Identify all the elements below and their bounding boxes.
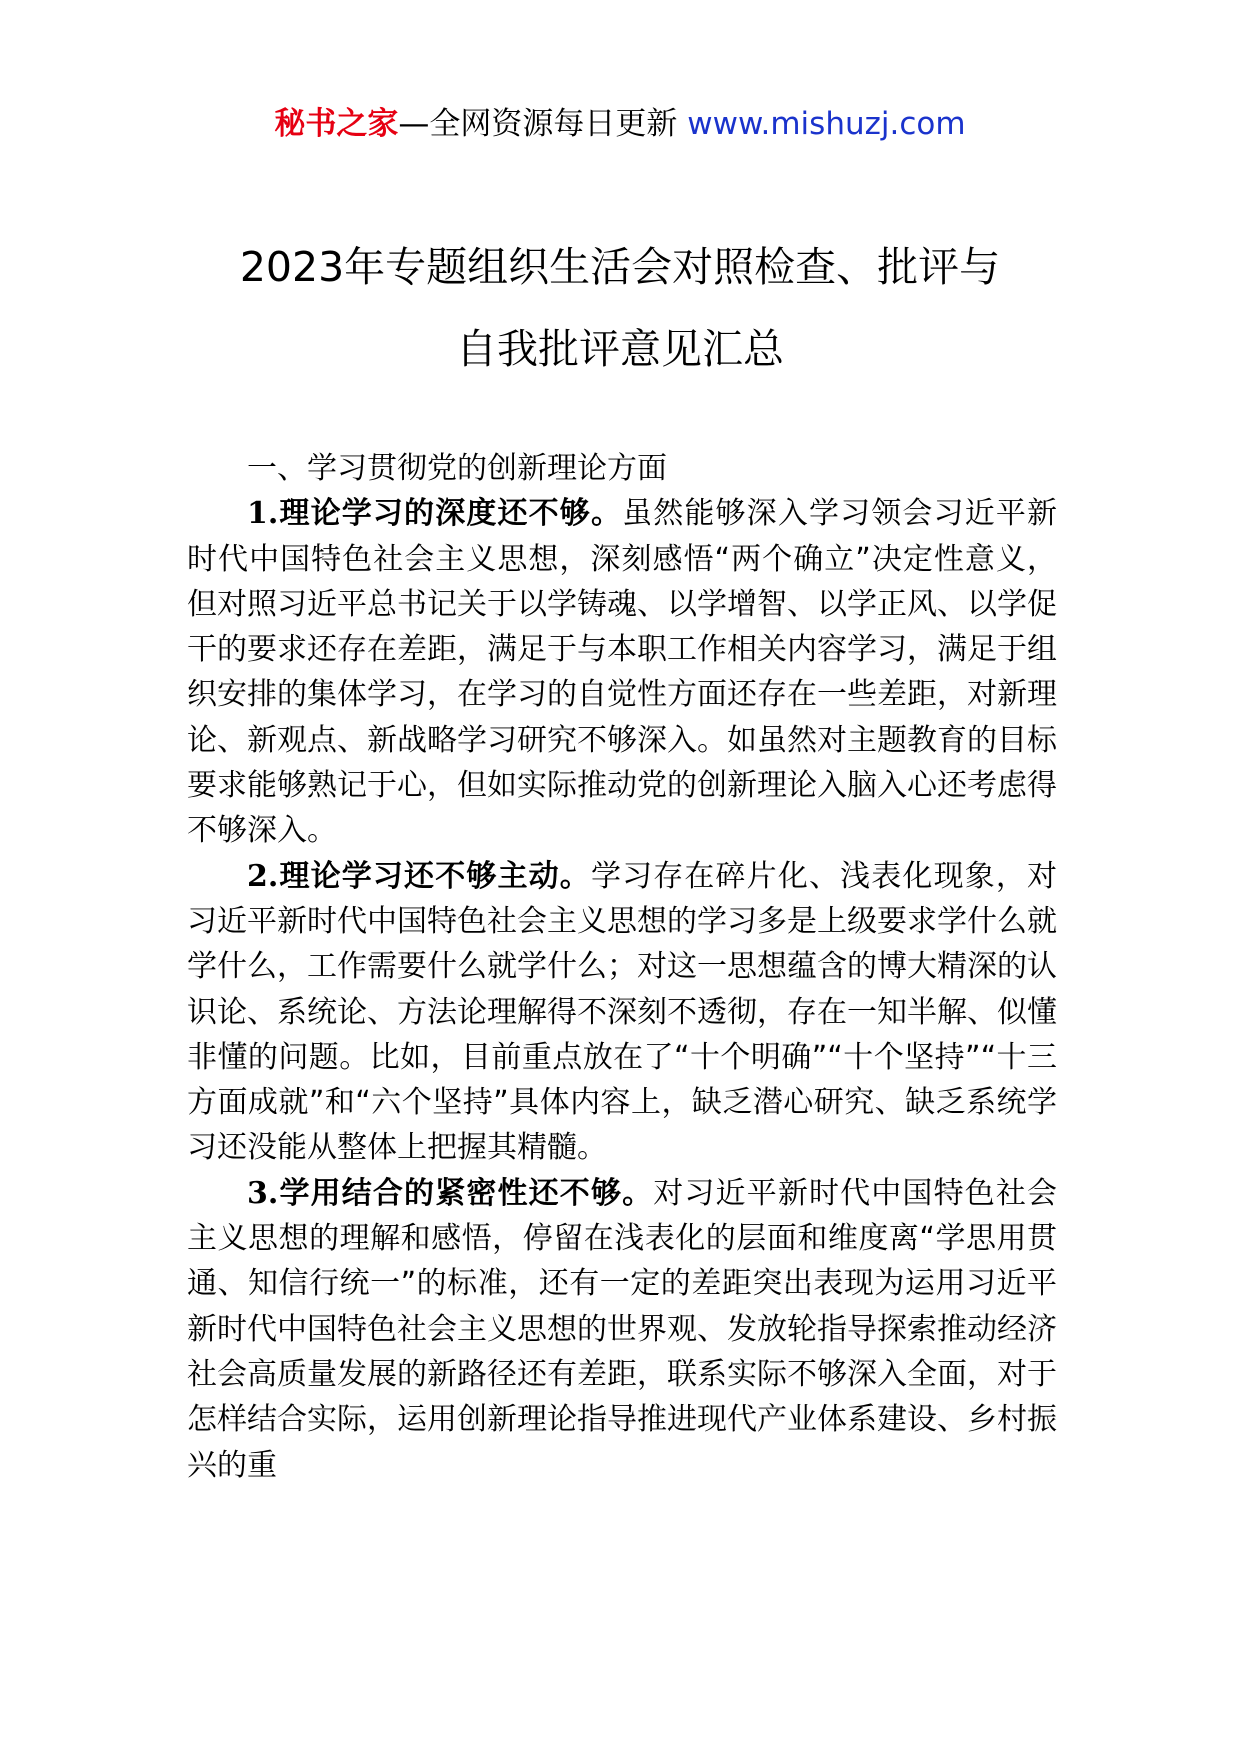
paragraph-2-number: 2. bbox=[247, 858, 279, 894]
brand-name: 秘书之家 bbox=[274, 106, 399, 142]
paragraph-2 bbox=[187, 854, 1057, 1171]
paragraph-2-lead-text: 理论学习还不够主动。 bbox=[278, 858, 591, 894]
header-slogan: —全网资源每日更新 bbox=[398, 106, 688, 142]
site-url-link[interactable]: www.mishuzj.com bbox=[687, 106, 966, 142]
paragraph-1-number: 1. bbox=[247, 496, 279, 532]
paragraph-3-lead bbox=[247, 1176, 653, 1211]
document-title-line-1: 2023年专题组织生活会对照检查、批评与 bbox=[239, 243, 1001, 291]
paragraph-1-lead bbox=[247, 496, 622, 531]
paragraph-3 bbox=[187, 1171, 1057, 1488]
document-title bbox=[160, 226, 1080, 390]
page-header bbox=[0, 100, 1240, 148]
document-title-line-2: 自我批评意见汇总 bbox=[456, 325, 784, 373]
paragraph-1-text: 虽然能够深入学习领会习近平新时代中国特色社会主义思想，深刻感悟“两个确立”决定性意义，但对照习近平总书记关于以学铸魂、以学增智、以学正风、以学促干的要求还存在差距，满足于与本职工作相关内容学习，满足于组织安排的集体学习，在学习的自觉性方面还存在一些差距，对新理论、新观点、新战略学习研究不够深入。如虽然对主题教育的目标要求能够熟记于心，但如实际推动党的创新理论入脑入心还考虑得不够深入。 bbox=[187, 496, 1058, 849]
paragraph-3-lead-text: 学用结合的紧密性还不够。 bbox=[278, 1175, 654, 1211]
document-body bbox=[187, 446, 1057, 1488]
paragraph-1 bbox=[187, 491, 1057, 853]
paragraph-1-lead-text: 理论学习的深度还不够。 bbox=[278, 496, 623, 532]
section-heading: 一、学习贯彻党的创新理论方面 bbox=[247, 451, 667, 486]
paragraph-3-number: 3. bbox=[247, 1175, 279, 1211]
paragraph-2-lead bbox=[247, 859, 591, 894]
paragraph-2-text: 学习存在碎片化、浅表化现象，对习近平新时代中国特色社会主义思想的学习多是上级要求学什么就学什么，工作需要什么就学什么；对这一思想蕴含的博大精深的认识论、系统论、方法论理解得不深刻不透彻，存在一知半解、似懂非懂的问题。比如，目前重点放在了“十个明确”“十个坚持”“十三方面成就”和“六个坚持”具体内容上，缺乏潜心研究、缺乏系统学习还没能从整体上把握其精髓。 bbox=[187, 858, 1058, 1166]
paragraph-3-text: 对习近平新时代中国特色社会主义思想的理解和感悟，停留在浅表化的层面和维度离“学思用贯通、知信行统一”的标准，还有一定的差距突出表现为运用习近平新时代中国特色社会主义思想的世界观、发放轮指导探索推动经济社会高质量发展的新路径还有差距，联系实际不够深入全面，对于怎样结合实际，运用创新理论指导推进现代产业体系建设、乡村振兴的重 bbox=[187, 1175, 1058, 1483]
